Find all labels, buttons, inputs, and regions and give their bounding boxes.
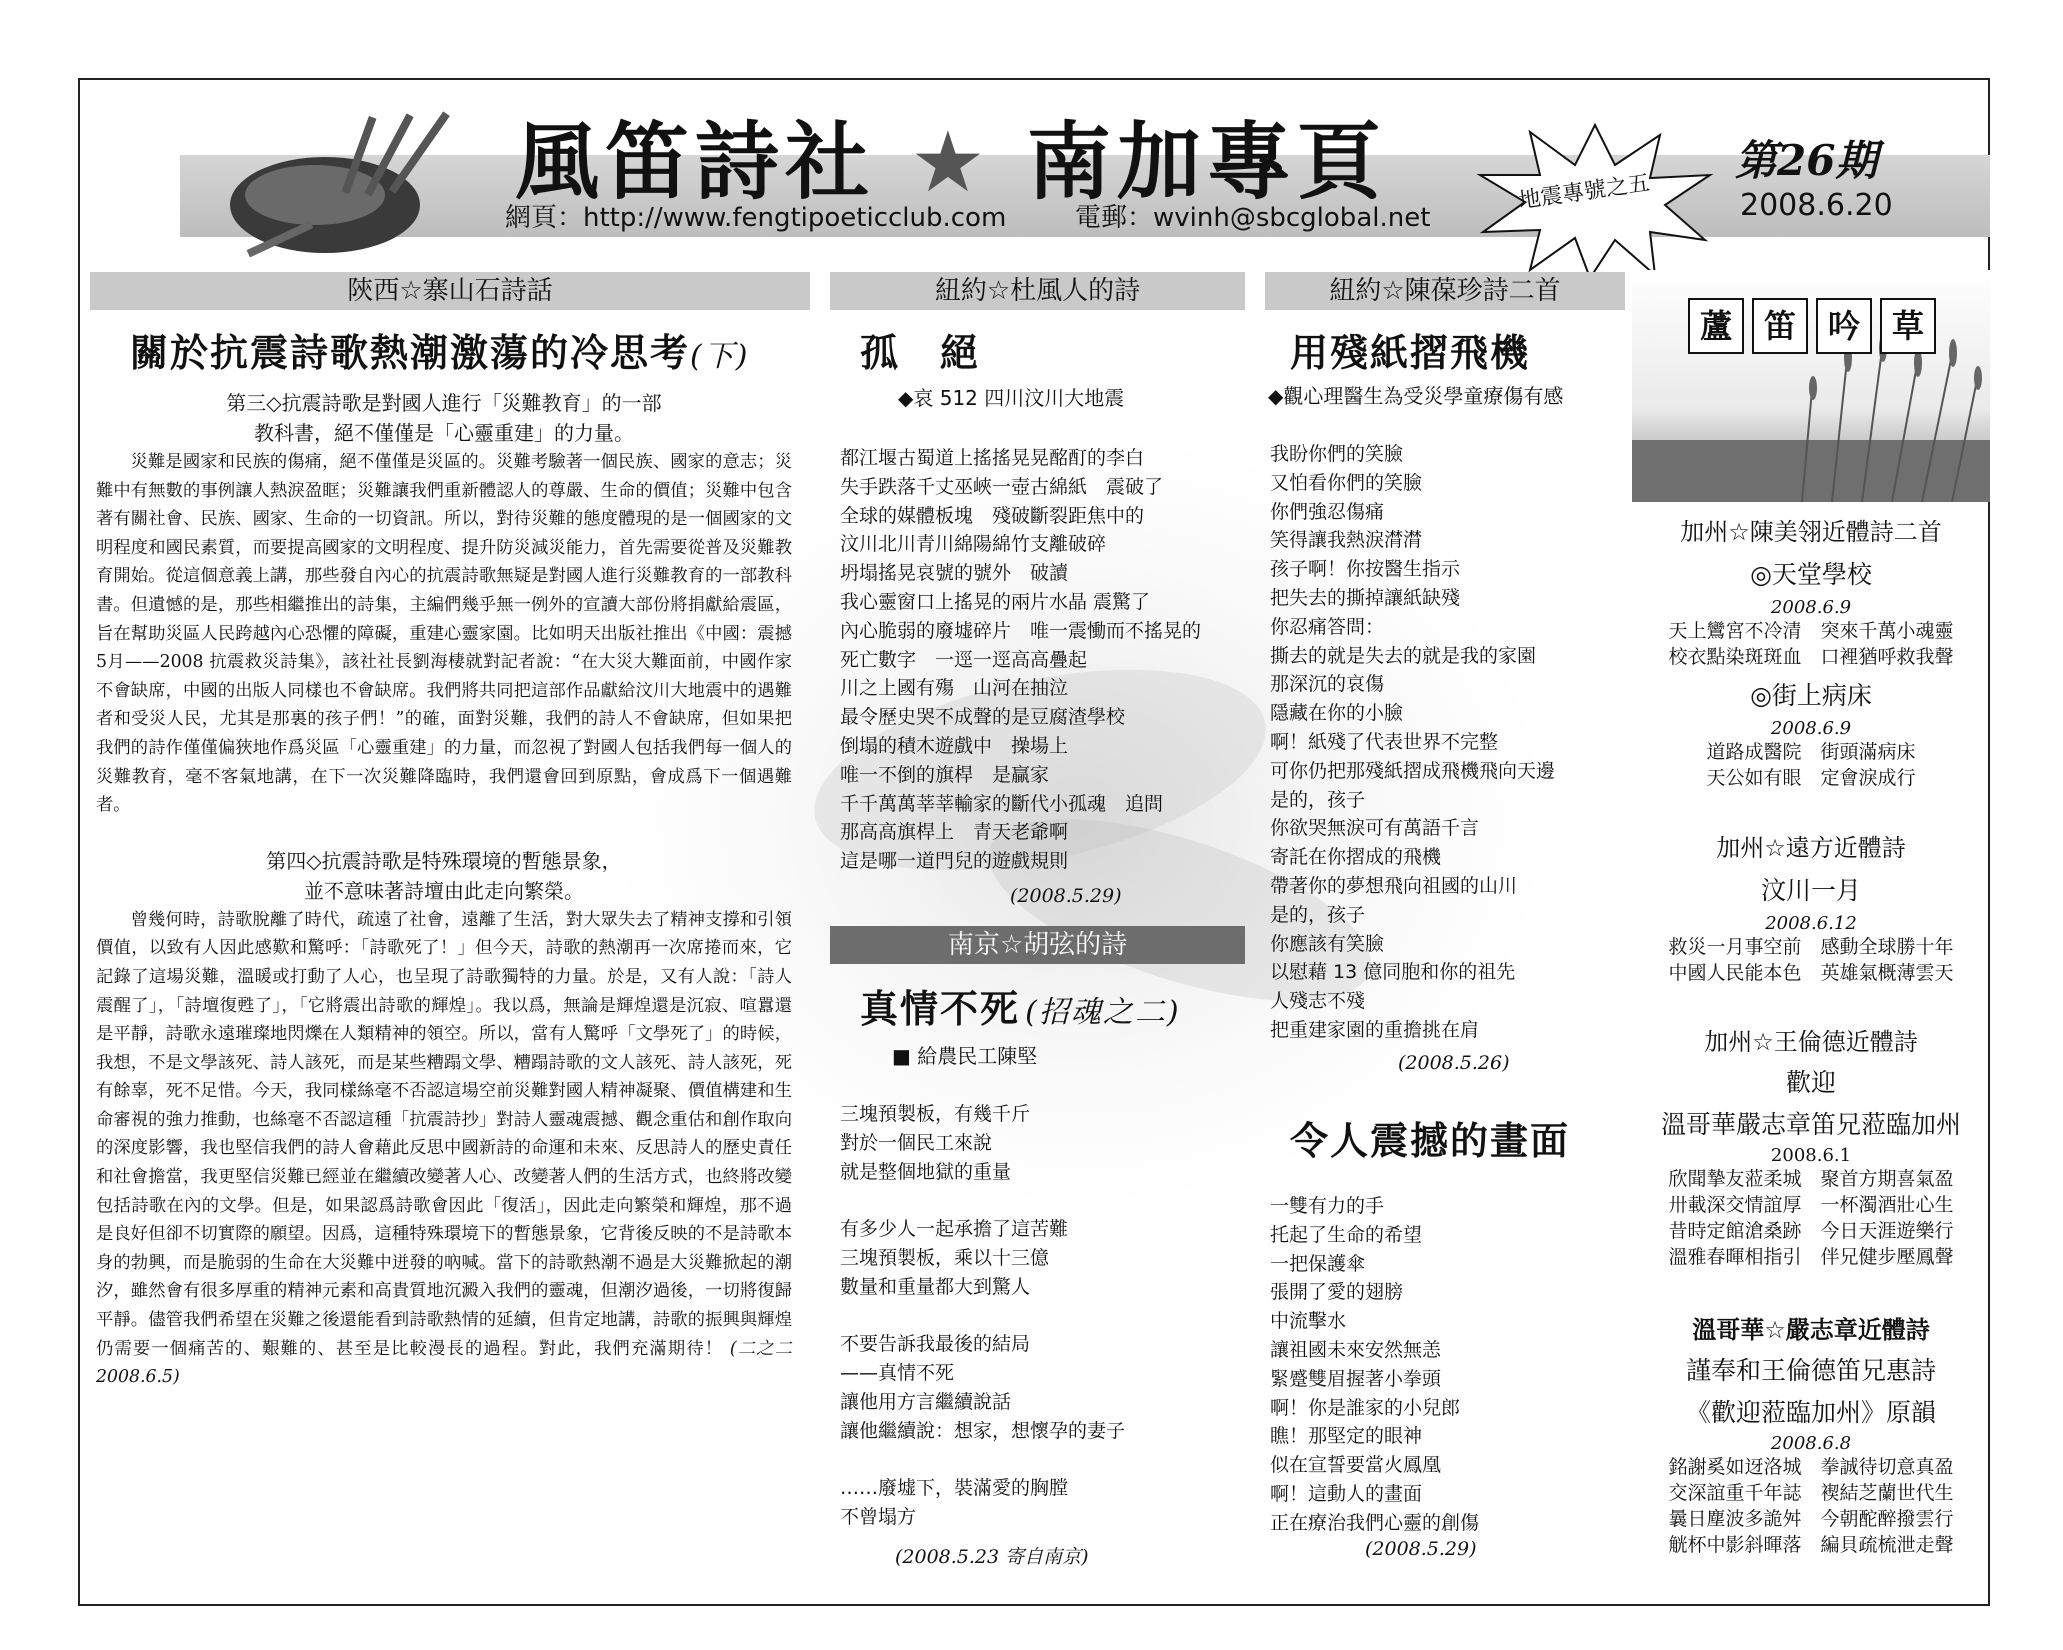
p3-title-2: 溫哥華嚴志章笛兄蒞臨加州 xyxy=(1660,1110,1961,1139)
reed-char-2: 笛 xyxy=(1752,298,1808,354)
paragraph-2-text: 曾幾何時，詩歌脫離了時代，疏遠了社會，遠離了生活，對大眾失去了精神支撐和引領價值，以致有人因此感歎和驚呼：「詩歌死了！」但今天，詩歌的熱潮再一次席捲而來，它記錄了這場災難，溫暖或打動了人心，也呈現了詩歌獨特的力量。於是，又有人說：「詩人震醒了」，「詩壇復甦了」，「它將震出詩歌的輝煌」。我以爲，無論是輝煌還是沉寂、喧囂還是平靜，詩歌永遠璀璨地閃爍在人類精神的領空。所以，當有人驚呼「文學死了」的時候，我想，不是文學該死、詩人該死，而是某些糟蹋文學、糟蹋詩歌的文人該死、詩人該死，死有餘辜，死不足惜。今天，我同樣絲毫不否認這場空前災難對國人精神凝聚、價值構建和生命審視的強力推動，也絲毫不否認這種「抗震詩抄」對詩人靈魂震撼、觀念重估和創作取向的深度影響，我也堅信我們的詩人會藉此反思中國新詩的命運和未來、反思詩人的歷史責任和社會擔當，我更堅信災難已經並在繼續改變著人心、改變著人們的生活方式，也終將改變包括詩歌在內的文學。但是，如果認爲詩歌會因此「復活」，因此走向繁榮和輝煌，那不過是良好但卻不切實際的願望。因爲，這種特殊環境下的暫態景象，它背後反映的不是詩歌本身的勃興，而是脆弱的生命在大災難中迸發的吶喊。當下的詩歌熱潮不過是大災難掀起的潮汐，雖然會有很多厚重的精神元素和高貴質地沉澱入我們的靈魂，但潮汐過後，一切將復歸平靜。儘管我們希望在災難之後還能看到詩歌熱情的延續，但肯定地講，詩歌的振興與輝煌仍需要一個痛苦的、艱難的、甚至是比較漫長的過程。對此，我們充滿期待！ xyxy=(96,909,792,1359)
col1-title xyxy=(130,322,749,377)
poem-moving-scene-line: 張開了愛的翅膀 xyxy=(1270,1281,1404,1304)
p1b-title: ◎街上病床 xyxy=(1750,681,1872,710)
p3-line-3: 昔時定館滄桑跡 今日天涯遊樂行 xyxy=(1668,1220,1954,1242)
p4-date: 2008.6.8 xyxy=(1770,1433,1852,1454)
poem-title-sub: (招魂之二) xyxy=(1025,995,1181,1030)
article-body xyxy=(96,388,810,1392)
poem-paper-plane-line: 隱藏在你的小臉 xyxy=(1270,702,1404,725)
poem-zhenqing-line: 讓他用方言繼續說話 xyxy=(840,1390,1012,1413)
poem-paper-plane-line: 你們強忍傷痛 xyxy=(1270,500,1385,523)
paragraph-2-date: (二之二 2008.6.5) xyxy=(96,1338,810,1388)
poem-dedication-zhenqing: ■ 給農民工陳堅 xyxy=(892,1044,1038,1068)
poem-date-zhenqing: (2008.5.23 寄自南京) xyxy=(895,1546,1089,1568)
poem-zhenqing-line: 三塊預製板，乘以十三億 xyxy=(840,1246,1050,1269)
p4-line-2: 交深誼重千年誌 褉結芝蘭世代生 xyxy=(1668,1482,1954,1504)
poem-guju-line: 都江堰古蜀道上搖搖晃晃酩酊的李白 xyxy=(840,447,1145,469)
poem-date-moving-scene: (2008.5.29) xyxy=(1365,1538,1477,1560)
poem-moving-scene-line: 啊！你是誰家的小兒郎 xyxy=(1270,1396,1461,1419)
p4-line-4: 觥杯中影斜暉落 編貝疏梳泄走聲 xyxy=(1668,1534,1954,1556)
poem-paper-plane-line: 把重建家園的重擔挑在肩 xyxy=(1270,1018,1480,1041)
subheading-4a: 第四◇抗震詩歌是特殊環境的暫態景象， xyxy=(266,848,622,873)
poem-paper-plane-line: 啊！紙殘了代表世界不完整 xyxy=(1270,730,1499,753)
poem-zhenqing-line: 有多少人一起承擔了這苦難 xyxy=(840,1218,1069,1241)
poem-zhenqing-line: 對於一個民工來說 xyxy=(840,1131,993,1154)
poem-paper-plane-line: 帶著你的夢想飛向祖國的山川 xyxy=(1270,874,1518,897)
p1b-line-1: 道路成醫院 街頭滿病床 xyxy=(1706,741,1916,763)
poem-guju-line: 唯一不倒的旗桿 是贏家 xyxy=(840,763,1050,786)
reed-char-1: 蘆 xyxy=(1688,298,1744,354)
poem-zhenqing-line: 不曾塌方 xyxy=(840,1506,917,1529)
poem-zhenqing-line: 就是整個地獄的重量 xyxy=(840,1160,1012,1183)
p3-line-1: 欣聞摯友蒞柔城 聚首方期喜氣盈 xyxy=(1668,1168,1954,1190)
email-label: 電郵：wvinh@sbcglobal.net xyxy=(1075,203,1431,233)
subheading-3a: 第三◇抗震詩歌是對國人進行「災難教育」的一部 xyxy=(226,391,662,415)
poem-moving-scene-line: 緊蹙雙眉握著小拳頭 xyxy=(1270,1367,1442,1390)
poem-guju-line: 這是哪一道門兒的遊戲規則 xyxy=(840,850,1069,873)
poem-title-zhenqing xyxy=(860,978,1181,1033)
p2-date: 2008.6.12 xyxy=(1765,913,1857,934)
poem-lines-zhenqing xyxy=(840,1100,1125,1532)
poem-paper-plane-line: 寄託在你摺成的飛機 xyxy=(1270,846,1442,869)
poem-paper-plane-line: 你應該有笑臉 xyxy=(1270,932,1385,955)
paragraph-2 xyxy=(96,906,810,1392)
poem-moving-scene-line: 啊！這動人的畫面 xyxy=(1270,1482,1423,1505)
poem-title-guju: 孤 絕 xyxy=(860,331,981,375)
poem-zhenqing-line: 數量和重量都大到驚人 xyxy=(840,1275,1031,1298)
star-icon: ★ xyxy=(910,113,992,211)
poem-guju-line: 死亡數字 一逕一逕高高疊起 xyxy=(840,648,1088,671)
poem-zhenqing-line: 三塊預製板，有幾千斤 xyxy=(840,1103,1031,1125)
poem-paper-plane-line: 是的，孩子 xyxy=(1270,903,1366,926)
p1-section: 加州☆陳美翎近體詩二首 xyxy=(1680,518,1942,546)
p2-line-1: 救災一月事空前 感動全球勝十年 xyxy=(1668,936,1954,958)
poem-guju-line: 全球的媒體板塊 殘破斷裂距焦中的 xyxy=(840,504,1145,527)
p3-line-2: 卅載深交情誼厚 一杯濁酒壯心生 xyxy=(1668,1194,1954,1216)
poem-paper-plane-line: 我盼你們的笑臉 xyxy=(1270,443,1404,465)
article-title-part: (下) xyxy=(690,339,750,374)
poem-paper-plane-line: 那深沉的哀傷 xyxy=(1270,673,1385,696)
poem-paper-plane-line: 把失去的撕掉讓紙缺殘 xyxy=(1270,586,1461,609)
poem-moving-scene-line: 瞧！那堅定的眼神 xyxy=(1270,1425,1423,1448)
p1b-date: 2008.6.9 xyxy=(1770,718,1852,739)
section-bar-nanjing: 南京☆胡弦的詩 xyxy=(830,926,1245,964)
poem-group-4 xyxy=(1630,1310,1992,1558)
p3-date: 2008.6.1 xyxy=(1770,1145,1852,1166)
poem-paper-plane-line: 笑得讓我熱淚潸潸 xyxy=(1270,529,1423,552)
paragraph-1: 災難是國家和民族的傷痛，絕不僅僅是災區的。災難考驗著一個民族、國家的意志；災難中有無數的事例讓人熱淚盈眶；災難讓我們重新體認人的尊嚴、生命的價值；災難中包含著有關社會、民族、國家、生命的一切資訊。所以，對待災難的態度體現的是一個國家的文明程度和國民素質，而要提高國家的文明程度、提升防災減災能力，首先需要從普及災難教育開始。從這個意義上講，那些發自內心的抗震詩歌無疑是對國人進行災難教育的一部教科書。但遺憾的是，那些相繼推出的詩集，主編們幾乎無一例外的宣讀大部份將捐獻給震區，旨在幫助災區人民跨越內心恐懼的障礙，重建心靈家園。比如明天出版社推出《中國：震撼 5月——2008 抗震救災詩集》，該社社長劉海棲就對記者說：“在大災大難面前，中國作家不會缺席，中國的出版人同樣也不會缺席。我們將共同把這部作品獻給汶川大地震中的遇難者和受災人民，尤其是那裏的孩子們！”的確，面對災難，我們的詩人不會缺席，但如果把我們的詩作僅僅偏狹地作爲災區「心靈重建」的力量，而忽視了對國人包括我們每一個人的災難教育，毫不客氣地講，在下一次災難降臨時，我們還會回到原點，會成爲下一個遇難者。 xyxy=(96,452,792,816)
poem-zhenqing-line xyxy=(840,1446,1125,1475)
p1a-line-2: 校衣點染斑斑血 口裡猶呼救我聲 xyxy=(1668,646,1954,668)
poem-moving-scene-line: 托起了生命的希望 xyxy=(1270,1223,1423,1246)
poem-moving-scene-line: 讓祖國未來安然無恙 xyxy=(1270,1338,1442,1361)
poem-guju-line: 倒塌的積木遊戲中 操場上 xyxy=(840,734,1069,757)
poem-title-main: 真情不死 xyxy=(860,987,1021,1031)
poem-paper-plane-line: 人殘志不殘 xyxy=(1270,990,1366,1013)
section-bar-col3: 紐約☆陳葆珍詩二首 xyxy=(1265,272,1625,310)
poem-lines-paper-plane xyxy=(1270,440,1555,1045)
article-title: 關於抗震詩歌熱潮激蕩的冷思考 xyxy=(130,331,691,375)
poem-moving-scene-line: 似在宣誓要當火鳳凰 xyxy=(1270,1454,1442,1477)
p2-title: 汶川一月 xyxy=(1760,876,1861,905)
poem-date-guju: (2008.5.29) xyxy=(1010,885,1122,907)
poem-guju-line: 失手跌落千丈巫峽一壺古綿紙 震破了 xyxy=(840,475,1164,498)
poem-paper-plane-line: 以慰藉 13 億同胞和你的祖先 xyxy=(1270,961,1516,984)
p4-line-1: 銘謝奚如迓洛城 拳誠待切意真盈 xyxy=(1668,1456,1954,1478)
poem-guju-line: 最令歷史哭不成聲的是豆腐渣學校 xyxy=(840,706,1126,729)
poem-moving-scene-line: 一把保護傘 xyxy=(1270,1252,1366,1275)
subheading-4b: 並不意味著詩壇由此走向繁榮。 xyxy=(304,878,584,903)
p4-section: 溫哥華☆嚴志章近體詩 xyxy=(1692,1316,1930,1344)
poem-moving-scene-line: 正在療治我們心靈的創傷 xyxy=(1270,1511,1480,1534)
poem-lines-guju xyxy=(840,444,1201,876)
p3-section: 加州☆王倫德近體詩 xyxy=(1704,1028,1918,1056)
poem-guju-line: 千千萬萬莘莘輸家的斷代小孤魂 追問 xyxy=(840,792,1164,815)
poem-zhenqing-line: ——真情不死 xyxy=(840,1362,955,1385)
poem-zhenqing-line xyxy=(840,1302,1125,1331)
poem-paper-plane-line: 你欲哭無淚可有萬語千言 xyxy=(1270,817,1480,840)
reed-char-4: 草 xyxy=(1880,298,1936,354)
poem-group-2 xyxy=(1630,828,1992,986)
special-issue-label: 地震專號之五 xyxy=(1517,170,1652,215)
website-label: 網頁：http://www.fengtipoeticclub.com xyxy=(505,203,1007,233)
poem-lines-moving-scene xyxy=(1270,1192,1479,1538)
bagpipe-logo xyxy=(205,95,475,260)
poem-zhenqing-line: 不要告訴我最後的結局 xyxy=(840,1333,1031,1356)
poem-moving-scene-line: 中流擊水 xyxy=(1270,1310,1347,1333)
poem-title-moving-scene: 令人震撼的畫面 xyxy=(1290,1119,1571,1163)
section-bar-col1: 陝西☆寨山石詩話 xyxy=(90,272,810,310)
p3-title: 歡迎 xyxy=(1785,1068,1836,1097)
reed-char-3: 吟 xyxy=(1816,298,1872,354)
poem-guju-line: 川之上國有殤 山河在抽泣 xyxy=(840,677,1069,700)
poem-guju-line: 坍塌搖晃哀號的號外 破讀 xyxy=(840,562,1069,585)
poem-zhenqing-line: ……廢墟下，裝滿愛的胸膛 xyxy=(840,1477,1069,1500)
issue-number: 第26期 xyxy=(1735,136,1878,185)
p4-title: 謹奉和王倫德笛兄惠詩 xyxy=(1685,1356,1936,1385)
p1a-date: 2008.6.9 xyxy=(1770,597,1852,618)
poem-paper-plane-line: 是的，孩子 xyxy=(1270,788,1366,811)
p4-title-2: 《歡迎蒞臨加州》原韻 xyxy=(1685,1398,1936,1427)
poem-paper-plane-line: 又怕看你們的笑臉 xyxy=(1270,471,1423,494)
poem-zhenqing-line xyxy=(840,1186,1125,1215)
poem-guju-line: 那高高旗桿上 青天老爺啊 xyxy=(840,821,1069,844)
poem-zhenqing-line: 讓他繼續說：想家，想懷孕的妻子 xyxy=(840,1419,1126,1442)
issue-date: 2008.6.20 xyxy=(1740,188,1893,223)
poem-guju-line: 內心脆弱的廢墟碎片 唯一震慟而不搖晃的 xyxy=(840,619,1202,642)
subheading-3b: 教科書，絕不僅僅是「心靈重建」的力量。 xyxy=(254,421,634,445)
masthead-right: 南加專頁 xyxy=(1026,113,1387,211)
p1a-line-1: 天上鸞宮不冷清 突來千萬小魂靈 xyxy=(1668,620,1954,642)
poem-title-paper-plane: 用殘紙摺飛機 xyxy=(1290,331,1531,375)
poem-group-1 xyxy=(1630,512,1992,791)
p1b-line-2: 天公如有眼 定會淚成行 xyxy=(1706,767,1916,789)
reed-flute-heading xyxy=(1688,298,1936,354)
poem-group-3 xyxy=(1630,1022,1992,1270)
poem-paper-plane-line: 孩子啊！你按醫生指示 xyxy=(1270,558,1461,581)
p1a-title: ◎天堂學校 xyxy=(1750,560,1872,589)
masthead-left: 風笛詩社 xyxy=(515,113,876,211)
poem-dedication-guju: ◆哀 512 四川汶川大地震 xyxy=(898,386,1125,410)
p3-line-4: 溫雅春暉相指引 伴兄健步壓鳳聲 xyxy=(1668,1246,1954,1268)
poem-dedication-paper-plane: ◆觀心理醫生為受災學童療傷有感 xyxy=(1268,384,1564,408)
p4-line-3: 曩日塵波多詭舛 今朝酡醉撥雲行 xyxy=(1668,1508,1954,1530)
p2-line-2: 中國人民能本色 英雄氣概薄雲天 xyxy=(1668,962,1954,984)
section-bar-col2: 紐約☆杜風人的詩 xyxy=(830,272,1245,310)
poem-guju-line: 我心靈窗口上搖晃的兩片水晶 震驚了 xyxy=(840,590,1151,613)
poem-paper-plane-line: 可你仍把那殘紙摺成飛機飛向天邊 xyxy=(1270,759,1556,782)
poem-paper-plane-line: 你忍痛答問： xyxy=(1270,615,1385,638)
poem-date-paper-plane: (2008.5.26) xyxy=(1398,1052,1510,1074)
poem-paper-plane-line: 撕去的就是失去的就是我的家園 xyxy=(1270,644,1537,667)
poem-guju-line: 汶川北川青川綿陽綿竹支離破碎 xyxy=(840,533,1107,556)
poem-moving-scene-line: 一雙有力的手 xyxy=(1270,1195,1385,1217)
p2-section: 加州☆遠方近體詩 xyxy=(1716,834,1906,862)
